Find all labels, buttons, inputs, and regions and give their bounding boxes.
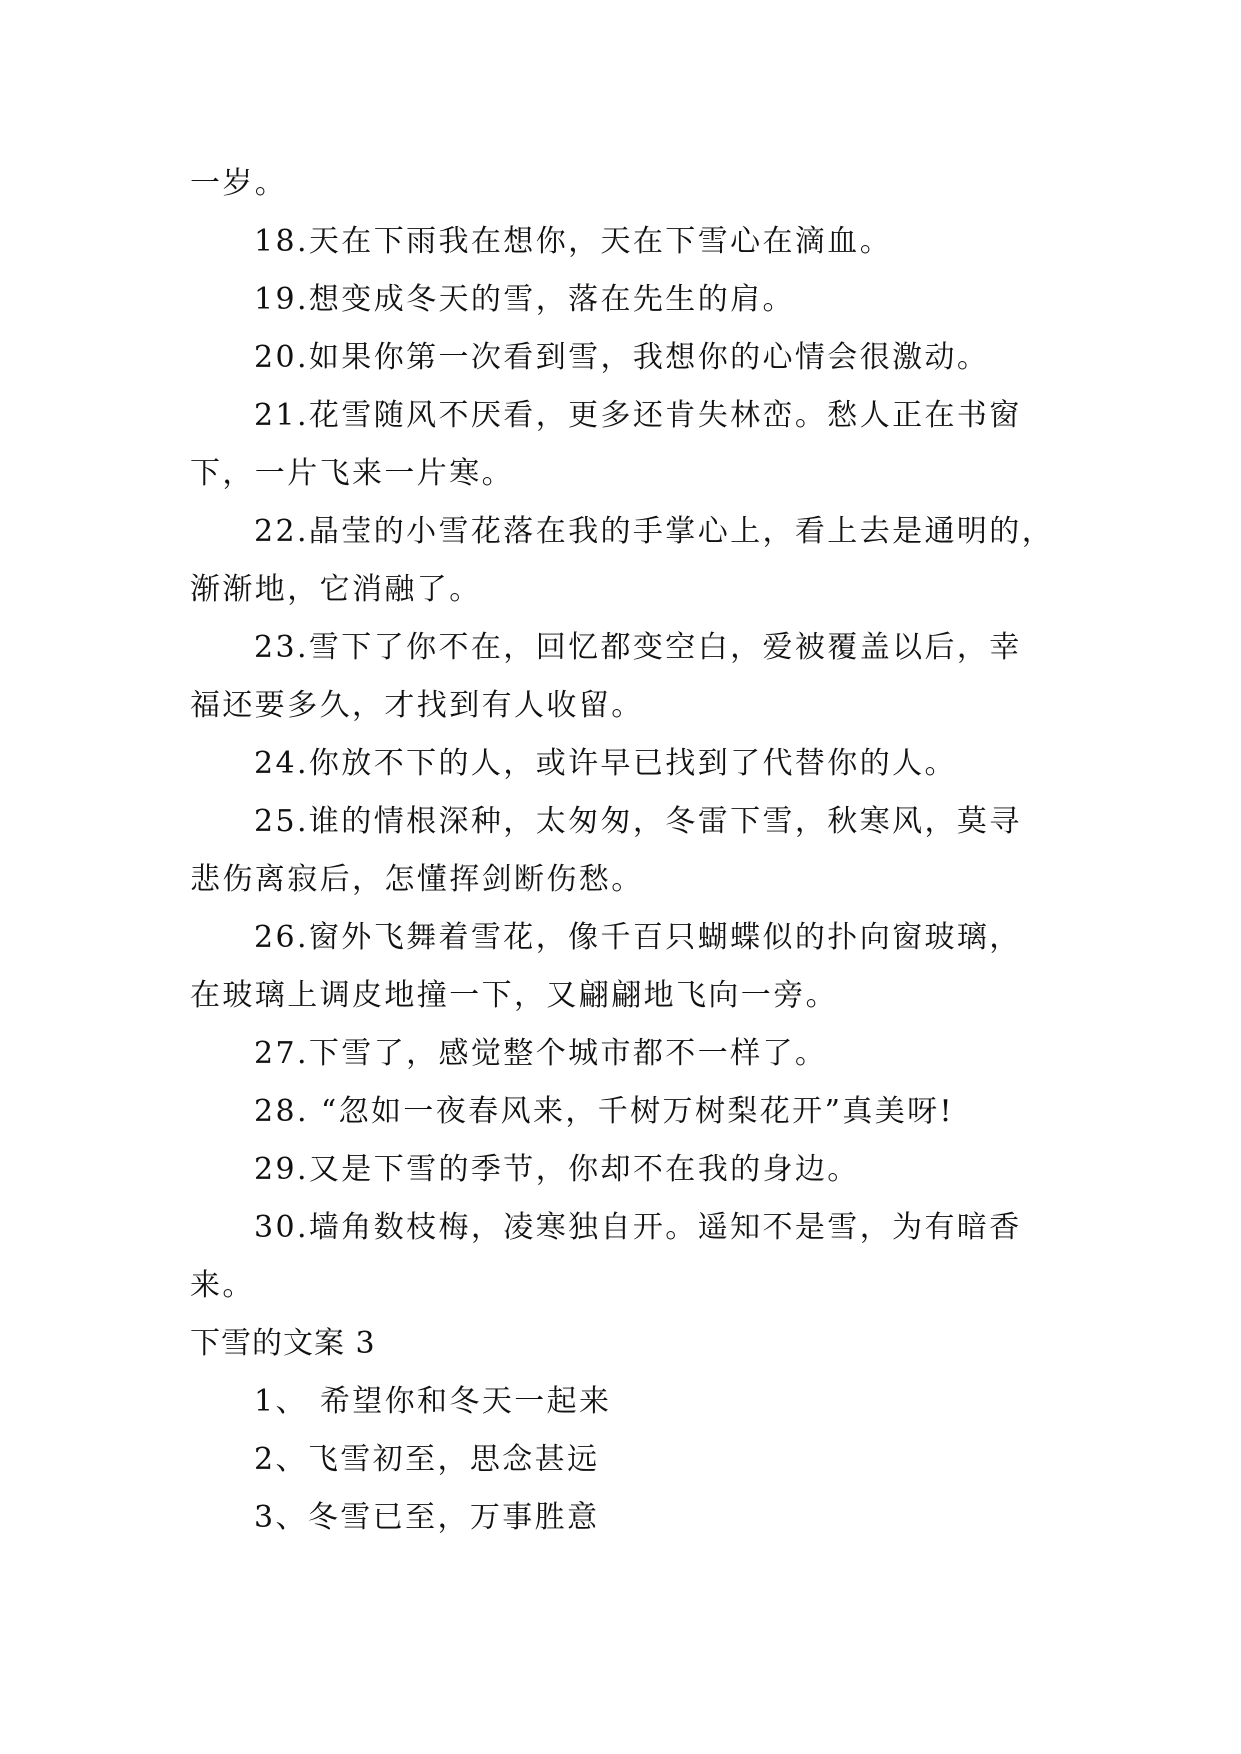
list-item-2: 2、飞雪初至，思念甚远 (254, 1442, 600, 1477)
list-item-29: 29.又是下雪的季节，你却不在我的身边。 (254, 1152, 860, 1187)
list-item-18: 18.天在下雨我在想你，天在下雪心在滴血。 (254, 224, 893, 259)
list-item-30-continuation: 来。 (190, 1268, 255, 1303)
document-body (190, 155, 1070, 1547)
list-item-30: 30.墙角数枝梅，凌寒独自开。遥知不是雪，为有暗香 (254, 1210, 1022, 1245)
list-item-25: 25.谁的情根深种，太匆匆，冬雷下雪，秋寒风，莫寻 (254, 804, 1022, 839)
list-item-26-continuation: 在玻璃上调皮地撞一下，又翩翩地飞向一旁。 (190, 978, 838, 1013)
list-item-20: 20.如果你第一次看到雪，我想你的心情会很激动。 (254, 340, 990, 375)
list-item-19: 19.想变成冬天的雪，落在先生的肩。 (254, 282, 795, 317)
list-item-23: 23.雪下了你不在，回忆都变空白，爱被覆盖以后，幸 (254, 630, 1022, 665)
list-item-23-continuation: 福还要多久，才找到有人收留。 (190, 688, 644, 723)
list-item-1: 1、 希望你和冬天一起来 (254, 1384, 612, 1419)
list-item-22: 22.晶莹的小雪花落在我的手掌心上，看上去是通明的， (254, 514, 1055, 549)
list-item-27: 27.下雪了，感觉整个城市都不一样了。 (254, 1036, 828, 1071)
section-heading: 下雪的文案 3 (190, 1326, 376, 1361)
list-item-24: 24.你放不下的人，或许早已找到了代替你的人。 (254, 746, 957, 781)
list-item-28: 28. “忽如一夜春风来，千树万树梨花开”真美呀! (254, 1094, 954, 1129)
text-line-continuation: 一岁。 (190, 166, 288, 201)
list-item-22-continuation: 渐渐地，它消融了。 (190, 572, 482, 607)
list-item-21: 21.花雪随风不厌看，更多还肯失林峦。愁人正在书窗 (254, 398, 1022, 433)
list-item-21-continuation: 下，一片飞来一片寒。 (190, 456, 514, 491)
list-item-26: 26.窗外飞舞着雪花，像千百只蝴蝶似的扑向窗玻璃， (254, 920, 1022, 955)
list-item-3: 3、冬雪已至，万事胜意 (254, 1500, 600, 1535)
list-item-25-continuation: 悲伤离寂后，怎懂挥剑断伤愁。 (190, 862, 644, 897)
